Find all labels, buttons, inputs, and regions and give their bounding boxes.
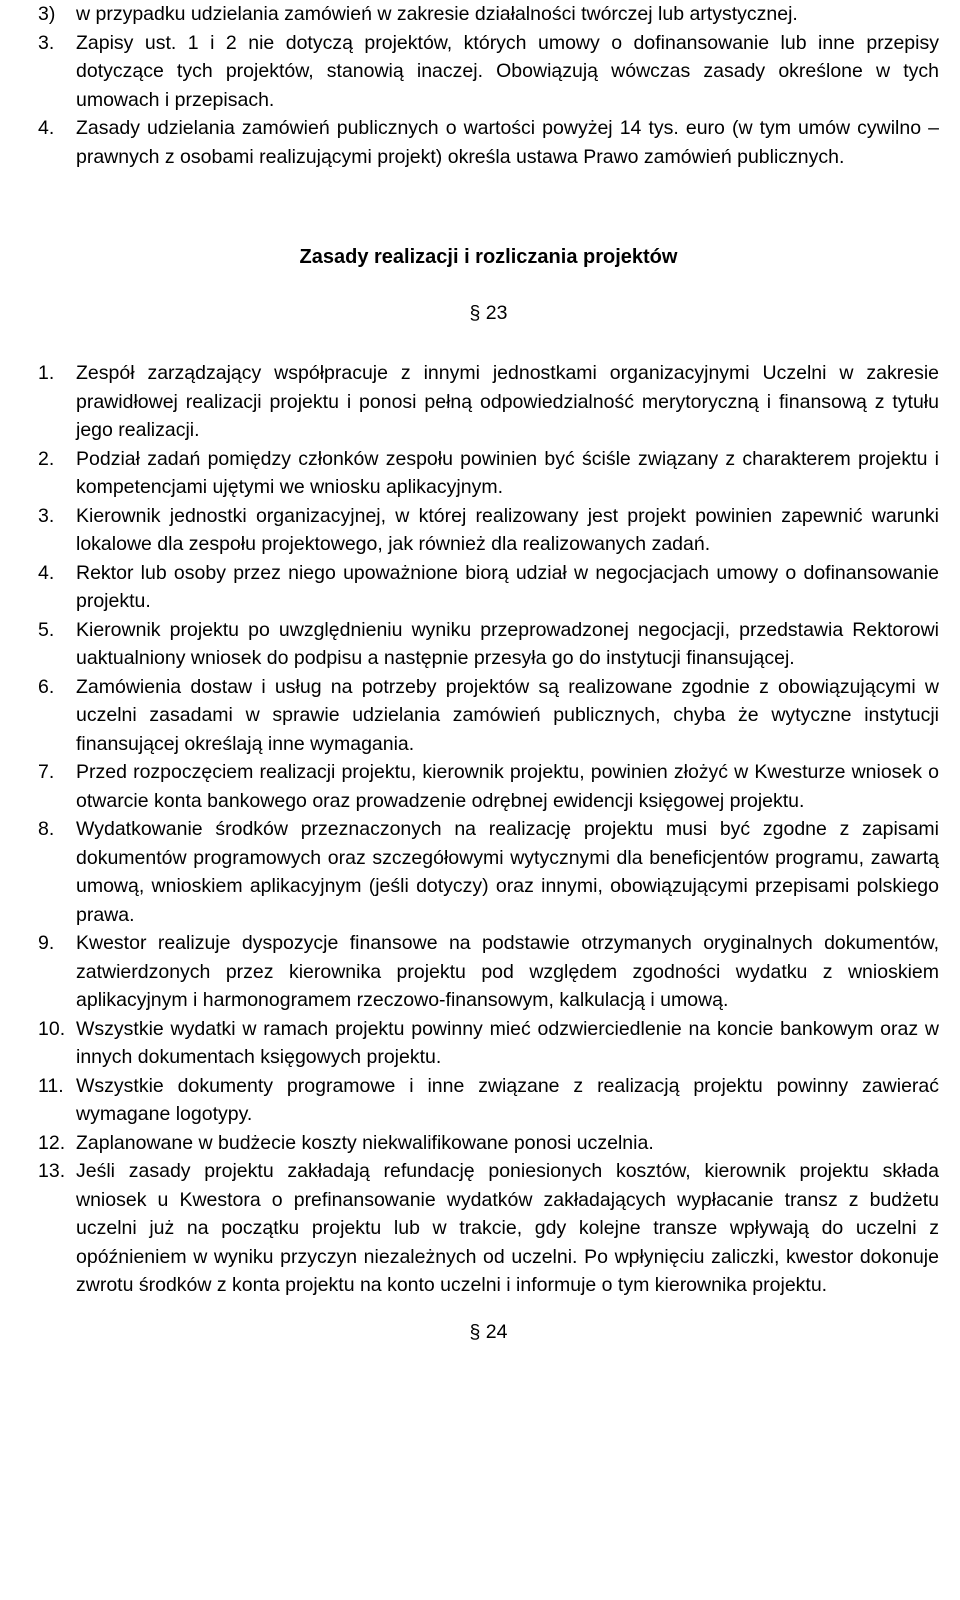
list-item: 4. Rektor lub osoby przez niego upoważnione biorą udział w negocjacjach umowy o dofinansowanie projektu. bbox=[38, 559, 939, 616]
document-page bbox=[38, 0, 939, 1346]
list-item: 11. Wszystkie dokumenty programowe i inne związane z realizacją projektu powinny zawierać wymagane logotypy. bbox=[38, 1072, 939, 1129]
list-item: 2. Podział zadań pomiędzy członków zespołu powinien być ściśle związany z charakterem projektu i kompetencjami ujętymi we wniosku aplikacyjnym. bbox=[38, 445, 939, 502]
list-item: 13. Jeśli zasady projektu zakładają refundację poniesionych kosztów, kierownik projektu składa wniosek u Kwestora o prefinansowanie wydatków zakładających wypłacanie transz z budżetu uczelni już na początku projektu lub w trakcie, gdy kolejne transze wpływają do uczelni z opóźnieniem w wyniku przyczyn niezależnych od uczelni. Po wpłynięciu zaliczki, kwestor dokonuje zwrotu środków z konta projektu na konto uczelni i informuje o tym kierownika projektu. bbox=[38, 1157, 939, 1300]
item-text: Podział zadań pomiędzy członków zespołu powinien być ściśle związany z charakterem projektu i kompetencjami ujętymi we wniosku aplikacyjnym. bbox=[76, 447, 939, 498]
next-paragraph-sign: § 24 bbox=[469, 1320, 508, 1343]
item-text: Wszystkie dokumenty programowe i inne związane z realizacją projektu powinny zawierać wymagane logotypy. bbox=[76, 1074, 939, 1125]
list-item: 3. Zapisy ust. 1 i 2 nie dotyczą projektów, których umowy o dofinansowanie lub inne przepisy dotyczące tych projektów, stanowią inaczej. Obowiązują wówczas zasady określone w tych umowach i przepisach. bbox=[38, 29, 939, 115]
section-heading: Zasady realizacji i rozliczania projektów bbox=[299, 246, 678, 268]
list-item: 1. Zespół zarządzający współpracuje z innymi jednostkami organizacyjnymi Uczelni w zakresie prawidłowej realizacji projektu i ponosi pełną odpowiedzialność merytoryczną i finansową z tytułu jego realizacji. bbox=[38, 359, 939, 445]
item-text: Wszystkie wydatki w ramach projektu powinny mieć odzwierciedlenie na koncie bankowym oraz w innych dokumentach księgowych projektu. bbox=[76, 1017, 939, 1068]
section-list bbox=[38, 359, 939, 1300]
item-text: w przypadku udzielania zamówień w zakresie działalności twórczej lub artystycznej. bbox=[76, 3, 798, 25]
item-text: Kierownik jednostki organizacyjnej, w której realizowany jest projekt powinien zapewnić warunki lokalowe dla zespołu projektowego, jak również dla realizowanych zadań. bbox=[76, 504, 939, 555]
item-text: Jeśli zasady projektu zakładają refundację poniesionych kosztów, kierownik projektu składa wniosek u Kwestora o prefinansowanie wydatków zakładających wypłacanie transz z budżetu uczelni już na początku projektu lub w trakcie, gdy kolejne transze wpływają do uczelni z opóźnieniem w wyniku przyczyn niezależnych od uczelni. Po wpłynięciu zaliczki, kwestor dokonuje zwrotu środków z konta projektu na konto uczelni i informuje o tym kierownika projektu. bbox=[76, 1160, 939, 1296]
item-text: Kwestor realizuje dyspozycje finansowe na podstawie otrzymanych oryginalnych dokumentów, zatwierdzonych przez kierownika projektu pod względem zgodności wydatku z wnioskiem aplikacyjnym i harmonogramem rzeczowo-finansowym, kalkulacją i umową. bbox=[76, 932, 939, 1011]
paragraph-sign: § 23 bbox=[469, 301, 508, 324]
list-item: 8. Wydatkowanie środków przeznaczonych na realizację projektu musi być zgodne z zapisami dokumentów programowych oraz szczegółowymi wytycznymi dla beneficjentów programu, zawartą umową, wnioskiem aplikacyjnym (jeśli dotyczy) oraz innymi, obowiązującymi przepisami polskiego prawa. bbox=[38, 815, 939, 929]
list-item: 3) w przypadku udzielania zamówień w zakresie działalności twórczej lub artystycznej. bbox=[38, 0, 939, 29]
list-item: 4. Zasady udzielania zamówień publicznych o wartości powyżej 14 tys. euro (w tym umów cywilno – prawnych z osobami realizującymi projekt) określa ustawa Prawo zamówień publicznych. bbox=[38, 114, 939, 171]
top-list bbox=[38, 0, 939, 171]
item-text: Przed rozpoczęciem realizacji projektu, kierownik projektu, powinien złożyć w Kwesturze wniosek o otwarcie konta bankowego oraz prowadzenie odrębnej ewidencji księgowej projektu. bbox=[76, 761, 939, 812]
item-text: Wydatkowanie środków przeznaczonych na realizację projektu musi być zgodne z zapisami dokumentów programowych oraz szczegółowymi wytycznymi dla beneficjentów programu, zawartą umową, wnioskiem aplikacyjnym (jeśli dotyczy) oraz innymi, obowiązującymi przepisami polskiego prawa. bbox=[76, 818, 939, 926]
item-text: Zapisy ust. 1 i 2 nie dotyczą projektów, których umowy o dofinansowanie lub inne przepisy dotyczące tych projektów, stanowią inaczej. Obowiązują wówczas zasady określone w tych umowach i przepisach. bbox=[76, 31, 939, 111]
list-item: 9. Kwestor realizuje dyspozycje finansowe na podstawie otrzymanych oryginalnych dokumentów, zatwierdzonych przez kierownika projektu pod względem zgodności wydatku z wnioskiem aplikacyjnym i harmonogramem rzeczowo-finansowym, kalkulacją i umową. bbox=[38, 929, 939, 1015]
list-item: 3. Kierownik jednostki organizacyjnej, w której realizowany jest projekt powinien zapewnić warunki lokalowe dla zespołu projektowego, jak również dla realizowanych zadań. bbox=[38, 502, 939, 559]
list-item: 5. Kierownik projektu po uwzględnieniu wyniku przeprowadzonej negocjacji, przedstawia Rektorowi uaktualniony wniosek do podpisu a następnie przesyła go do instytucji finansującej. bbox=[38, 616, 939, 673]
list-item: 6. Zamówienia dostaw i usług na potrzeby projektów są realizowane zgodnie z obowiązującymi w uczelni zasadami w sprawie udzielania zamówień publicznych, chyba że wytyczne instytucji finansującej określają inne wymagania. bbox=[38, 673, 939, 759]
item-text: Kierownik projektu po uwzględnieniu wyniku przeprowadzonej negocjacji, przedstawia Rektorowi uaktualniony wniosek do podpisu a następnie przesyła go do instytucji finansującej. bbox=[76, 618, 939, 669]
item-text: Zaplanowane w budżecie koszty niekwalifikowane ponosi uczelnia. bbox=[76, 1131, 654, 1154]
list-item: 10. Wszystkie wydatki w ramach projektu powinny mieć odzwierciedlenie na koncie bankowym oraz w innych dokumentach księgowych projektu. bbox=[38, 1015, 939, 1072]
list-item: 7. Przed rozpoczęciem realizacji projektu, kierownik projektu, powinien złożyć w Kwesturze wniosek o otwarcie konta bankowego oraz prowadzenie odrębnej ewidencji księgowej projektu. bbox=[38, 758, 939, 815]
item-text: Zamówienia dostaw i usług na potrzeby projektów są realizowane zgodnie z obowiązującymi w uczelni zasadami w sprawie udzielania zamówień publicznych, chyba że wytyczne instytucji finansującej określają inne wymagania. bbox=[76, 675, 939, 755]
item-text: Rektor lub osoby przez niego upoważnione biorą udział w negocjacjach umowy o dofinansowanie projektu. bbox=[76, 561, 939, 612]
list-item: 12. Zaplanowane w budżecie koszty niekwalifikowane ponosi uczelnia. bbox=[38, 1129, 939, 1158]
item-text: Zespół zarządzający współpracuje z innymi jednostkami organizacyjnymi Uczelni w zakresie prawidłowej realizacji projektu i ponosi pełną odpowiedzialność merytoryczną i finansową z tytułu jego realizacji. bbox=[76, 362, 939, 441]
item-text: Zasady udzielania zamówień publicznych o wartości powyżej 14 tys. euro (w tym umów cywilno – prawnych z osobami realizującymi projekt) określa ustawa Prawo zamówień publicznych. bbox=[76, 117, 939, 168]
